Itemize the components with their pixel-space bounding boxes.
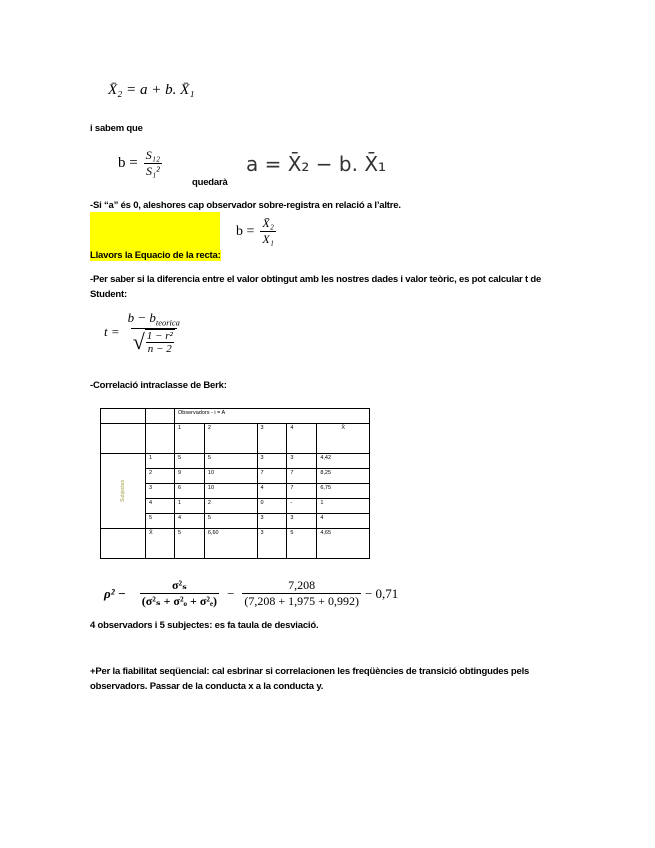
- table-col-mean: X̄: [317, 424, 370, 454]
- table-cell: 0: [257, 499, 287, 514]
- table-cell: 6: [175, 484, 205, 499]
- table-cell: 3: [257, 514, 287, 529]
- table-cell: 4,65: [317, 529, 370, 559]
- table-cell: -: [287, 499, 317, 514]
- table-cell: 10: [204, 484, 257, 499]
- text-isabem: i sabem que: [90, 123, 143, 134]
- table-cell: 4,42: [317, 454, 370, 469]
- table-cell: 2: [204, 499, 257, 514]
- formula-t-den-num: 1 − r²: [146, 329, 173, 342]
- formula-t: [104, 310, 182, 355]
- text-student: Student:: [90, 289, 127, 300]
- formula-b-den: S₁²: [146, 164, 160, 178]
- table-header-label: Observadors - i = A: [175, 409, 370, 424]
- table-cell: 6,60: [204, 529, 257, 559]
- text-fiabilitat-1: +Per la fiabilitat seqüencial: cal esbrinar si correlacionen les freqüències de transició obtingudes pels: [90, 666, 530, 677]
- text-4obs: 4 observadors i 5 subjectes: es fa taula de desviació.: [90, 620, 319, 631]
- formula-b-lhs: b =: [118, 155, 138, 171]
- table-cell: 4: [257, 484, 287, 499]
- text-correlacio: -Correlació intraclasse de Berk:: [90, 380, 227, 391]
- table-footer-label: X̄: [146, 529, 175, 559]
- table-cell: 7: [287, 469, 317, 484]
- berk-table: [100, 408, 370, 559]
- text-si-a: -Si “a” és 0, aleshores cap observador sobre-registra en relació a l’altre.: [90, 200, 401, 211]
- table-cell: 7: [287, 484, 317, 499]
- table-row-4-label: 4: [146, 499, 175, 514]
- table-cell: 3: [287, 514, 317, 529]
- formula-rho-minus: −: [227, 585, 235, 601]
- table-cell: 10: [204, 469, 257, 484]
- formula-rho-lhs: ρ² −: [104, 585, 126, 601]
- table-cell: 5: [204, 514, 257, 529]
- table-side-label: Subjectes: [120, 480, 126, 502]
- table-cell: 4: [175, 514, 205, 529]
- table-row-3-label: 3: [146, 484, 175, 499]
- formula-rho-result: − 0,71: [364, 585, 399, 601]
- table-cell: 7: [257, 469, 287, 484]
- formula-rho-den2: (7,208 + 1,975 + 0,992): [244, 594, 359, 608]
- sqrt-icon: √: [132, 328, 145, 354]
- table-cell: 5: [204, 454, 257, 469]
- table-cell: 1: [175, 499, 205, 514]
- formula-b: [118, 148, 162, 179]
- table-col-1: 1: [175, 424, 205, 454]
- table-cell: 8,25: [317, 469, 370, 484]
- formula-t-num: b − b: [127, 310, 156, 325]
- regression-formula: X̄₂ = a + b. X̄₁: [108, 82, 195, 98]
- table-cell: 5: [287, 529, 317, 559]
- table-cell: 9: [175, 469, 205, 484]
- table-cell: 6,75: [317, 484, 370, 499]
- table-col-3: 3: [257, 424, 287, 454]
- table-cell: 3: [287, 454, 317, 469]
- table-col-2: 2: [204, 424, 257, 454]
- text-per-saber: -Per saber si la diferencia entre el valor obtingut amb les nostres dades i valor teòric, es pot calcular t de: [90, 274, 542, 285]
- table-cell: 1: [317, 499, 370, 514]
- formula-t-den-den: n − 2: [147, 342, 172, 355]
- table-col-4: 4: [287, 424, 317, 454]
- table-row-5-label: 5: [146, 514, 175, 529]
- text-llavors: Llavors la Equacio de la recta:: [90, 250, 221, 261]
- formula-rho-num: σ²ₛ: [171, 578, 187, 592]
- formula-rho: [104, 578, 398, 609]
- formula-b2: [236, 216, 276, 247]
- formula-b2-num: X̄₂: [262, 216, 274, 230]
- formula-rho-num2: 7,208: [288, 578, 316, 592]
- table-cell: 5: [175, 454, 205, 469]
- text-quedara: quedarà: [192, 177, 228, 188]
- text-fiabilitat-2: observadors. Passar de la conducta x a la conducta y.: [90, 681, 324, 692]
- table-cell: 4: [317, 514, 370, 529]
- formula-t-lhs: t =: [104, 324, 120, 340]
- table-cell: 3: [257, 529, 287, 559]
- formula-rho-den: (σ²ₛ + σ²ₒ + σ²ₑ): [141, 594, 218, 608]
- formula-b2-lhs: b =: [236, 223, 255, 239]
- formula-b-num: S₁₂: [145, 148, 161, 162]
- formula-t-sub: teorica: [155, 317, 180, 328]
- formula-a: a = X̄₂ − b. X̄₁: [246, 152, 387, 176]
- table-row-2-label: 2: [146, 469, 175, 484]
- formula-b2-den: X₁: [262, 232, 274, 246]
- table-cell: 5: [175, 529, 205, 559]
- table-row-1-label: 1: [146, 454, 175, 469]
- table-cell: 3: [257, 454, 287, 469]
